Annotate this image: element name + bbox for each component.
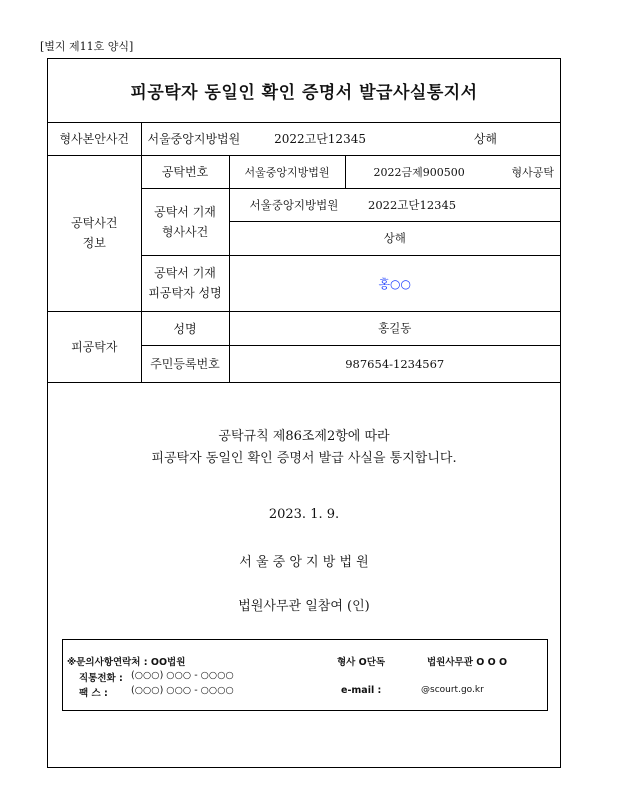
deposit-criminal-charge: 상해 xyxy=(229,221,560,255)
deposit-name-label-line1: 공탁서 기재 xyxy=(154,266,216,280)
case-label: 형사본안사건 xyxy=(48,123,141,155)
notice-document xyxy=(47,58,561,768)
issuing-court: 서 울 중 앙 지 방 법 원 xyxy=(239,555,369,570)
deposit-criminal-value xyxy=(229,188,560,221)
deposit-name-label xyxy=(141,255,229,311)
depositee-name-row xyxy=(48,311,560,345)
body-line-2: 피공탁자 동일인 확인 증명서 발급 사실을 통지합니다. xyxy=(151,451,457,466)
deposit-number-court: 서울중앙지방법원 xyxy=(229,155,345,188)
deposit-group-label-line2: 정보 xyxy=(82,236,106,250)
document-title: 피공탁자 동일인 확인 증명서 발급사실통지서 xyxy=(48,59,560,123)
deposit-criminal-label-line1: 공탁서 기재 xyxy=(154,204,216,219)
case-row xyxy=(48,123,560,155)
fax-value: (○○○) ○○○ - ○○○○ xyxy=(131,685,234,696)
deposit-number-label: 공탁번호 xyxy=(141,155,229,188)
email-label: e-mail : xyxy=(341,685,382,696)
issue-date: 2023. 1. 9. xyxy=(268,507,340,522)
phone-value: (○○○) ○○○ - ○○○○ xyxy=(131,670,234,681)
contact-officer: 법원사무관 O O O xyxy=(427,657,508,668)
deposit-criminal-label xyxy=(141,188,229,255)
info-table xyxy=(48,123,560,383)
deposit-number-value-cell xyxy=(345,155,560,188)
issuing-officer: 법원사무관 일참여 (인) xyxy=(238,599,370,614)
depositee-name: 홍길동 xyxy=(229,311,560,345)
deposit-name-value: 홍○○ xyxy=(229,255,560,311)
contact-division: 형사 O단독 xyxy=(337,657,386,668)
phone-label: 직통전화 : xyxy=(79,673,123,684)
depositee-id: 987654-1234567 xyxy=(229,345,560,382)
case-charge: 상해 xyxy=(473,132,497,147)
case-value xyxy=(141,123,560,155)
deposit-number-value: 2022금제900500 xyxy=(373,165,465,179)
case-number: 2022고단12345 xyxy=(274,132,366,147)
body-line-1: 공탁규칙 제86조제2항에 따라 xyxy=(218,429,390,444)
contact-notice-box xyxy=(62,639,548,711)
depositee-name-label: 성명 xyxy=(141,311,229,345)
deposit-criminal-number: 2022고단12345 xyxy=(368,197,457,212)
fax-label: 팩 스 : xyxy=(79,688,108,699)
contact-label: ※문의사항연락처 : OO법원 xyxy=(67,657,186,668)
deposit-type: 형사공탁 xyxy=(511,165,554,179)
case-court: 서울중앙지방법원 xyxy=(147,132,241,147)
deposit-criminal-court: 서울중앙지방법원 xyxy=(249,197,339,212)
deposit-group-label-line1: 공탁사건 xyxy=(71,216,118,230)
deposit-criminal-label-line2: 형사사건 xyxy=(161,224,209,239)
deposit-name-label-line2: 피공탁자 성명 xyxy=(148,286,222,300)
form-number-label: [별지 제11호 양식] xyxy=(40,40,134,53)
email-value[interactable]: @scourt.go.kr xyxy=(421,685,484,695)
depositee-label: 피공탁자 xyxy=(48,311,141,382)
deposit-number-row xyxy=(48,155,560,188)
deposit-group-label xyxy=(48,155,141,311)
depositee-id-label: 주민등록번호 xyxy=(141,345,229,382)
